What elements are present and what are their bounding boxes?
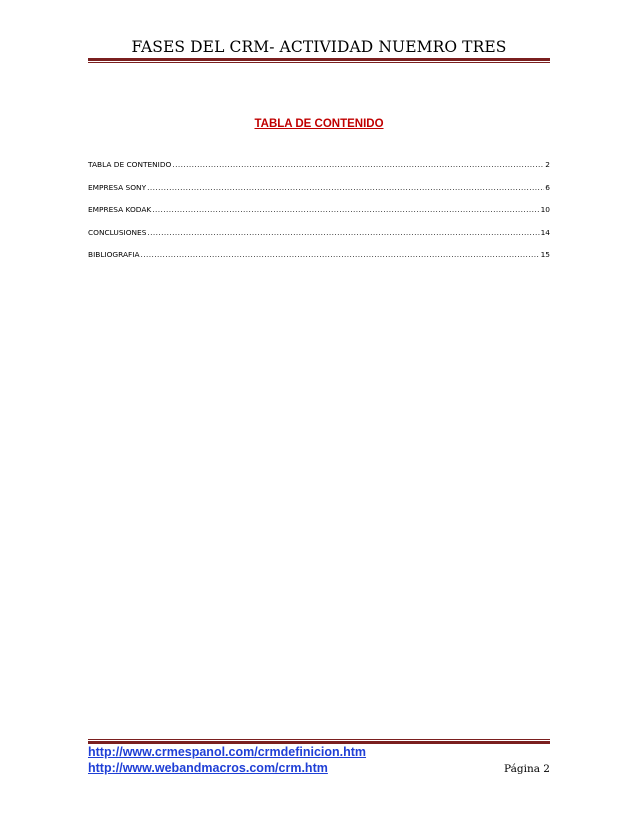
footer-rule-thin (88, 739, 550, 740)
toc-heading: TABLA DE CONTENIDO (254, 118, 384, 130)
footer-link-crmespanol[interactable]: http://www.crmespanol.com/crmdefinicion.htm (88, 745, 367, 759)
toc-entry-label: CONCLUSIONES (88, 227, 147, 237)
table-of-contents (88, 160, 550, 273)
footer-link-webandmacros[interactable]: http://www.webandmacros.com/crm.htm (88, 761, 328, 775)
toc-entry-page: 6 (545, 182, 550, 192)
toc-leader (147, 228, 539, 237)
toc-entry-page: 15 (540, 250, 550, 259)
toc-entry[interactable] (88, 160, 550, 183)
header-rule-thin (88, 62, 550, 63)
footer (88, 744, 550, 776)
toc-entry-page: 10 (540, 205, 550, 214)
toc-leader (147, 183, 544, 192)
toc-entry[interactable] (88, 183, 550, 206)
toc-entry[interactable] (88, 250, 550, 273)
header-rule (88, 58, 550, 61)
page-number: Página 2 (504, 763, 550, 775)
toc-entry[interactable] (88, 228, 550, 251)
toc-leader (141, 250, 540, 259)
toc-entry-page: 2 (545, 160, 550, 169)
header-title: FASES DEL CRM- ACTIVIDAD NUEMRO TRES (131, 38, 507, 56)
toc-entry[interactable] (88, 205, 550, 228)
toc-entry-label: BIBLIOGRAFIA (88, 250, 140, 259)
toc-entry-page: 14 (540, 227, 550, 237)
toc-entry-label: EMPRESA SONY (88, 182, 147, 192)
toc-leader (172, 160, 544, 169)
toc-entry-label: EMPRESA KODAK (88, 205, 152, 214)
toc-entry-label: TABLA DE CONTENIDO (88, 160, 172, 169)
toc-leader (152, 205, 539, 214)
